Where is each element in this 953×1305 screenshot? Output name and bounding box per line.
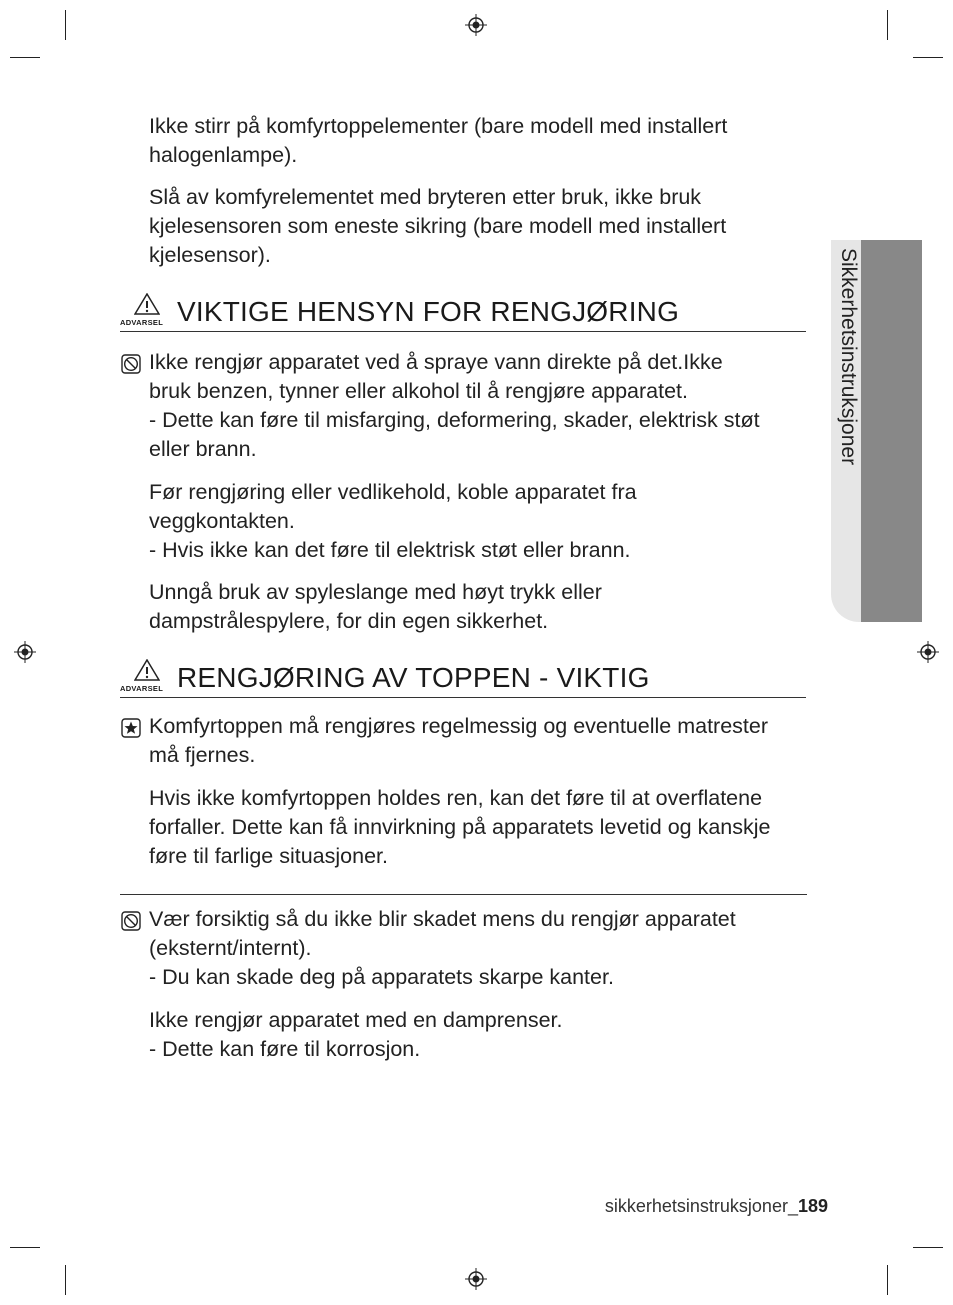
warning-badge xyxy=(120,659,174,693)
text-line: - Dette kan føre til korrosjon. xyxy=(149,1037,421,1061)
registration-mark-icon xyxy=(465,14,487,36)
page-footer xyxy=(605,1196,828,1217)
text-line: eller brann. xyxy=(149,437,257,461)
text-line: (eksternt/internt). xyxy=(149,936,312,960)
text-line: kjelesensoren som eneste sikring (bare modell med installert xyxy=(149,214,727,238)
section2-paragraph-2 xyxy=(149,784,770,871)
text-line: Ikke rengjør apparatet ved å spraye vann direkte på det.Ikke xyxy=(149,350,723,374)
text-line: Hvis ikke komfyrtoppen holdes ren, kan det føre til at overflatene xyxy=(149,786,763,810)
text-line: Ikke rengjør apparatet med en damprenser. xyxy=(149,1008,563,1032)
section-heading: RENGJØRING AV TOPPEN - VIKTIG xyxy=(177,662,650,693)
section2-paragraph-1 xyxy=(149,712,768,770)
registration-mark-icon xyxy=(917,641,939,663)
warning-label: ADVARSEL xyxy=(120,318,164,327)
prohibition-icon xyxy=(121,911,141,931)
text-line: veggkontakten. xyxy=(149,509,295,533)
text-line: Unngå bruk av spyleslange med høyt trykk eller xyxy=(149,580,602,604)
text-line: Komfyrtoppen må rengjøres regelmessig og eventuelle matrester xyxy=(149,714,769,738)
registration-mark-icon xyxy=(14,641,36,663)
crop-mark xyxy=(913,1247,943,1248)
text-line: føre til farlige situasjoner. xyxy=(149,844,388,868)
section3-paragraph-2 xyxy=(149,1006,563,1064)
section-divider xyxy=(120,894,807,895)
intro-paragraph-2 xyxy=(149,183,726,270)
warning-badge xyxy=(120,293,174,327)
crop-mark xyxy=(65,1265,66,1295)
section-divider xyxy=(120,331,806,332)
intro-paragraph-1 xyxy=(149,112,727,170)
text-line: Før rengjøring eller vedlikehold, koble apparatet fra xyxy=(149,480,637,504)
side-tab xyxy=(831,240,922,622)
text-line: dampstrålespylere, for din egen sikkerhet. xyxy=(149,609,549,633)
crop-mark xyxy=(887,10,888,40)
page-number: 189 xyxy=(797,1196,828,1216)
side-tab-dark xyxy=(861,240,922,622)
text-line: bruk benzen, tynner eller alkohol til å rengjøre apparatet. xyxy=(149,379,689,403)
registration-mark-icon xyxy=(465,1268,487,1290)
section3-paragraph-1 xyxy=(149,905,736,992)
section1-paragraph-1 xyxy=(149,348,760,464)
text-line: - Hvis ikke kan det føre til elektrisk støt eller brann. xyxy=(149,538,631,562)
text-line: halogenlampe). xyxy=(149,143,298,167)
text-line: kjelesensor). xyxy=(149,243,271,267)
warning-label: ADVARSEL xyxy=(120,684,164,693)
crop-mark xyxy=(10,1247,40,1248)
prohibition-icon xyxy=(121,354,141,374)
text-line: - Dette kan føre til misfarging, deformering, skader, elektrisk støt xyxy=(149,408,760,432)
text-line: forfaller. Dette kan få innvirkning på apparatets levetid og kanskje xyxy=(149,815,771,839)
section-heading: VIKTIGE HENSYN FOR RENGJØRING xyxy=(177,296,680,327)
star-note-icon xyxy=(121,718,141,738)
text-line: Vær forsiktig så du ikke blir skadet mens du rengjør apparatet xyxy=(149,907,736,931)
side-tab-label: Sikkerhetsinstruksjoner xyxy=(837,248,860,466)
crop-mark xyxy=(887,1265,888,1295)
text-line: Slå av komfyrelementet med bryteren etter bruk, ikke bruk xyxy=(149,185,702,209)
text-line: må fjernes. xyxy=(149,743,256,767)
section1-paragraph-2 xyxy=(149,478,637,565)
section1-paragraph-3 xyxy=(149,578,602,636)
text-line: Ikke stirr på komfyrtoppelementer (bare modell med installert xyxy=(149,114,728,138)
warning-triangle-icon xyxy=(134,659,160,681)
section-divider xyxy=(120,697,806,698)
text-line: - Du kan skade deg på apparatets skarpe kanter. xyxy=(149,965,614,989)
footer-section-name: sikkerhetsinstruksjoner_ xyxy=(604,1196,798,1216)
crop-mark xyxy=(913,57,943,58)
crop-mark xyxy=(65,10,66,40)
warning-triangle-icon xyxy=(134,293,160,315)
crop-mark xyxy=(10,57,40,58)
